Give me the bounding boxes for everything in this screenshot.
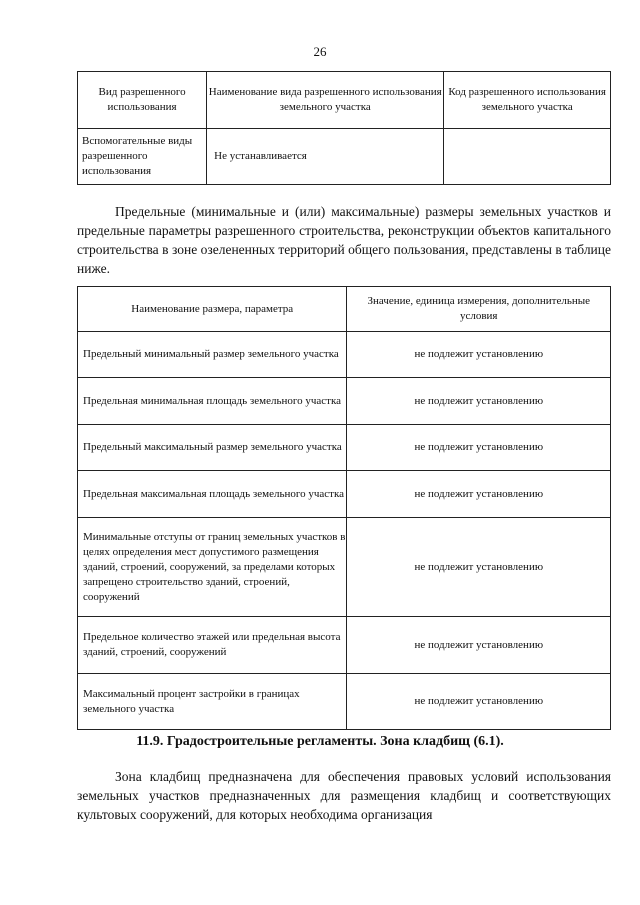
table-row xyxy=(78,471,611,518)
table-header-row xyxy=(78,287,611,332)
cell-use-type: Вспомогательные виды разрешенного использования xyxy=(78,129,207,185)
parameter-name: Максимальный процент застройки в границах земельного участка xyxy=(78,674,347,730)
parameter-name: Предельная минимальная площадь земельного участка xyxy=(78,378,347,425)
table-row xyxy=(78,425,611,471)
section-paragraph: Зона кладбищ предназначена для обеспечения правовых условий использования земельных участков предназначенных для размещения кладбищ и соответствующих культовых сооружений, для которых необходима организация xyxy=(77,769,611,822)
table-row xyxy=(78,518,611,617)
table-row xyxy=(78,332,611,378)
table-row xyxy=(78,378,611,425)
parameter-name: Предельный минимальный размер земельного участка xyxy=(78,332,347,378)
cell-use-name: Не устанавливается xyxy=(207,129,444,185)
table-row xyxy=(78,674,611,730)
parameter-value: не подлежит установлению xyxy=(347,332,611,378)
table-row xyxy=(78,617,611,674)
header-use-type: Вид разрешенного использования xyxy=(78,72,207,129)
table-header-row xyxy=(78,72,611,129)
section-heading: 11.9. Градостроительные регламенты. Зона кладбищ (6.1). xyxy=(136,734,504,749)
cell-use-code xyxy=(444,129,611,185)
intro-paragraph: Предельные (минимальные и (или) максимальные) размеры земельных участков и предельные параметры разрешенного строительства, реконструкции объектов капитального строительства в зоне озелененных территорий общего пользования, представлены в таблице ниже. xyxy=(77,204,611,276)
parameter-value: не подлежит установлению xyxy=(347,617,611,674)
header-parameter-name: Наименование размера, параметра xyxy=(78,287,347,332)
header-use-name: Наименование вида разрешенного использования земельного участка xyxy=(207,72,444,129)
parameter-value: не подлежит установлению xyxy=(347,471,611,518)
parameter-value: не подлежит установлению xyxy=(347,518,611,617)
parameter-value: не подлежит установлению xyxy=(347,425,611,471)
permitted-use-table xyxy=(77,71,611,185)
header-use-code: Код разрешенного использования земельного участка xyxy=(444,72,611,129)
header-parameter-value: Значение, единица измерения, дополнительные условия xyxy=(347,287,611,332)
parameter-value: не подлежит установлению xyxy=(347,674,611,730)
page-number: 26 xyxy=(313,44,327,59)
parameter-value: не подлежит установлению xyxy=(347,378,611,425)
parameter-name: Минимальные отступы от границ земельных участков в целях определения мест допустимого размещения зданий, строений, сооружений, за пределами которых запрещено строительство зданий, строений, сооружений xyxy=(78,518,347,617)
parameters-table xyxy=(77,286,611,730)
parameter-name: Предельное количество этажей или предельная высота зданий, строений, сооружений xyxy=(78,617,347,674)
table-row xyxy=(78,129,611,185)
parameter-name: Предельный максимальный размер земельного участка xyxy=(78,425,347,471)
parameter-name: Предельная максимальная площадь земельного участка xyxy=(78,471,347,518)
